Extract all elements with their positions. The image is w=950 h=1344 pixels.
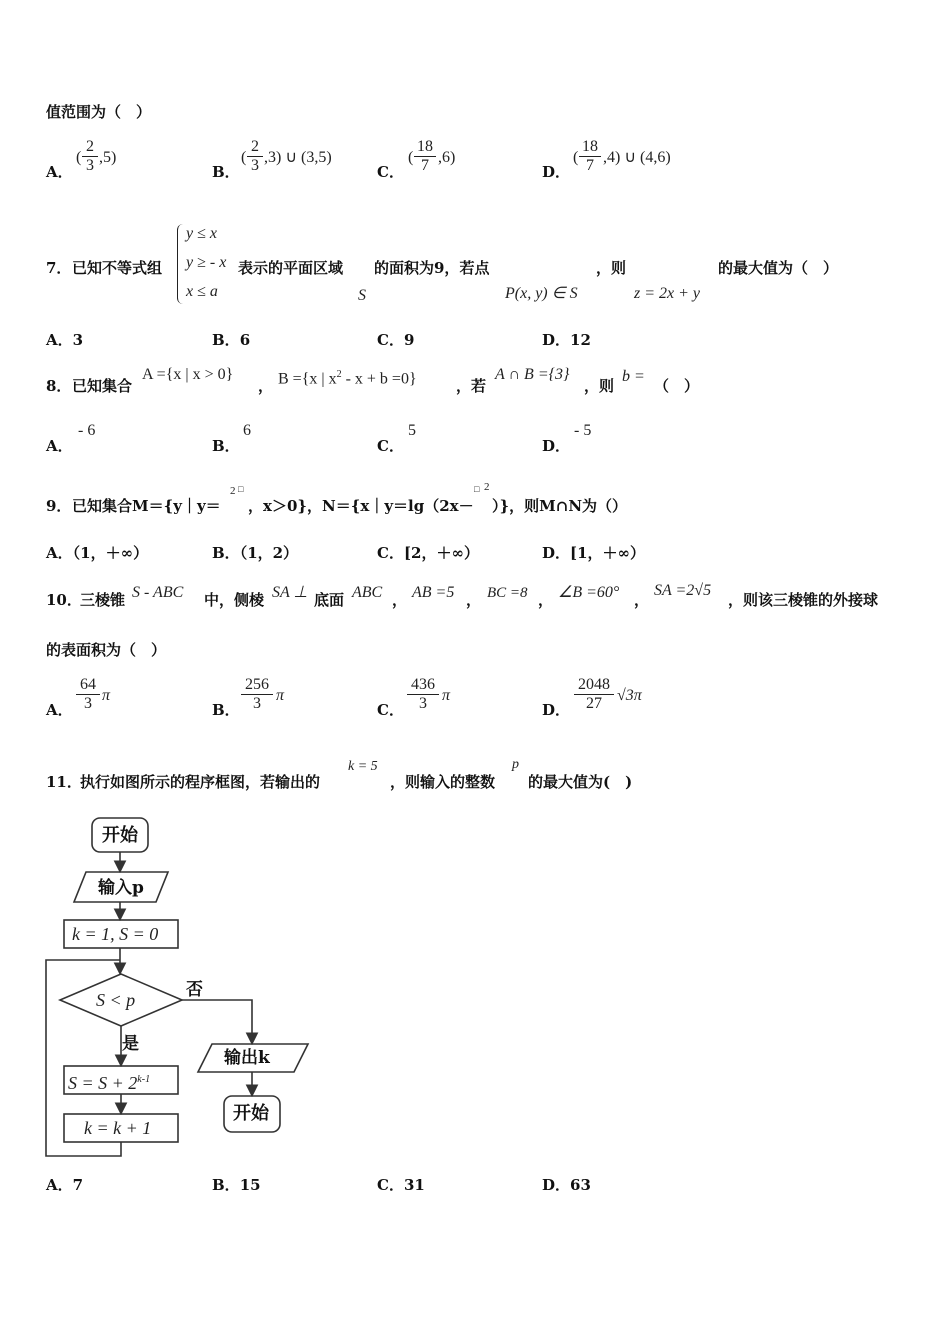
question-text: ）}，则M∩N为（） <box>492 497 628 515</box>
option-paren: ( <box>573 149 579 166</box>
option-paren: ( <box>241 149 247 166</box>
option-d: D．[1，＋∞） <box>542 544 646 562</box>
option-fraction: $\frac{2}{3}$ <box>247 138 263 175</box>
inequality-2: y ≥ - x <box>186 254 227 271</box>
system-brace <box>177 224 184 304</box>
point-expression: P(x, y) ∈ S <box>505 285 578 302</box>
question-number: 8． <box>46 377 72 395</box>
question-text: ，则输入的整数 <box>390 773 496 791</box>
math-expression: BC =8 <box>487 585 528 601</box>
flow-update-s-label: $S = S + 2^{k-1}$ <box>68 1073 151 1093</box>
question-text: ，若 <box>456 377 487 395</box>
flow-init-label: k = 1, S = 0 <box>72 924 159 944</box>
separator: ， <box>634 591 650 609</box>
flow-output-label: 输出k <box>224 1048 270 1068</box>
math-expression: SA ⊥ <box>272 584 308 601</box>
inequality-3: x ≤ a <box>186 283 218 300</box>
question-text: 底面 <box>314 591 345 609</box>
math-expression: ABC <box>352 584 383 601</box>
question-text: ，x＞0}，N＝{x｜y＝lg（2x－ <box>248 497 474 515</box>
option-d-value: - 5 <box>574 422 592 439</box>
objective-expression: z = 2x + y <box>634 285 701 302</box>
option-a-label: A． <box>46 437 73 455</box>
flow-decision-label: S < p <box>96 990 136 1010</box>
placeholder-box: □ <box>238 484 244 494</box>
option-paren: ( <box>408 149 414 166</box>
option-fraction: $\frac{2}{3}$ <box>82 138 98 175</box>
option-tail: ,3) ∪ (3,5) <box>264 149 332 166</box>
separator: ， <box>258 377 274 395</box>
math-expression: S - ABC <box>132 584 184 601</box>
option-fraction: $\frac{2048}{27}$ <box>574 676 614 713</box>
separator: ， <box>392 591 408 609</box>
question-text: ，则 <box>584 377 615 395</box>
q6-stem-tail: 值范围为（ ） <box>46 103 152 121</box>
option-fraction: $\frac{436}{3}$ <box>407 676 439 713</box>
option-c: C．[2，＋∞） <box>377 544 479 562</box>
option-fraction: $\frac{18}{7}$ <box>579 138 601 175</box>
question-text: 已知集合M＝{y｜y＝ <box>72 497 221 515</box>
option-b-label: B． <box>212 437 240 455</box>
option-d-label: D． <box>542 437 571 455</box>
option-c-label: C． <box>377 437 404 455</box>
p-symbol: p <box>512 757 519 772</box>
option-d-label: D． <box>542 701 571 719</box>
option-tail: ,6) <box>438 149 456 166</box>
region-symbol: S <box>358 287 366 304</box>
flow-no-label: 否 <box>186 980 203 1000</box>
question-text: 表示的平面区域 <box>238 259 344 277</box>
option-label: D． <box>542 163 571 181</box>
option-b: B．（1，2） <box>212 544 299 562</box>
question-number: 7． <box>46 259 72 277</box>
question-text: ，则 <box>596 259 627 277</box>
option-tail: π <box>442 687 451 704</box>
option-a-value: - 6 <box>78 422 96 439</box>
option-c: C．9 <box>377 331 415 349</box>
question-text: 的最大值为（ ） <box>718 259 839 277</box>
option-tail: π <box>102 687 111 704</box>
flow-input-label: 输入p <box>98 878 144 898</box>
superscript: 2 <box>484 481 490 493</box>
question-text-line2: 的表面积为（ ） <box>46 641 167 659</box>
option-b-label: B． <box>212 701 240 719</box>
question-text: （ ） <box>654 377 700 395</box>
option-a: A．7 <box>46 1176 84 1194</box>
question-text: 三棱锥 <box>80 591 126 609</box>
intersection-condition: A ∩ B ={3} <box>495 366 570 383</box>
option-b-value: 6 <box>243 422 251 439</box>
set-b: B ={x | $x^2 - x + b =0$} <box>278 369 417 388</box>
question-text: 的最大值为( ) <box>528 773 633 791</box>
option-b: B．6 <box>212 331 251 349</box>
placeholder-box: □ <box>474 484 480 494</box>
b-symbol: b = <box>622 368 645 385</box>
question-text: ，则该三棱锥的外接球 <box>728 591 879 609</box>
question-number: 11． <box>46 773 82 791</box>
option-tail: ,5) <box>99 149 117 166</box>
option-c-label: C． <box>377 701 404 719</box>
option-tail: π <box>276 687 285 704</box>
flowchart <box>40 810 330 1170</box>
math-expression: ∠B =60° <box>558 584 620 601</box>
option-d: D．12 <box>542 331 591 349</box>
superscript: 2 <box>230 485 236 497</box>
math-expression: SA =2√5 <box>654 582 712 599</box>
question-text: 已知集合 <box>72 377 133 395</box>
separator: ， <box>538 591 554 609</box>
flow-update-k-label: k = k + 1 <box>84 1118 152 1138</box>
option-label: C． <box>377 163 404 181</box>
option-c-value: 5 <box>408 422 416 439</box>
option-tail: √3π <box>617 687 642 704</box>
flow-yes-label: 是 <box>122 1034 139 1054</box>
question-text: 的面积为9，若点 <box>374 259 490 277</box>
question-number: 10． <box>46 591 82 609</box>
inequality-1: y ≤ x <box>186 225 217 242</box>
option-tail: ,4) ∪ (4,6) <box>603 149 671 166</box>
question-text: 中，侧棱 <box>204 591 265 609</box>
option-d: D．63 <box>542 1176 591 1194</box>
question-text: 已知不等式组 <box>72 259 163 277</box>
math-expression: AB =5 <box>412 584 455 601</box>
separator: ， <box>466 591 482 609</box>
flow-end-label: 开始 <box>233 1103 269 1124</box>
k-value: k = 5 <box>348 759 378 774</box>
flow-start-label: 开始 <box>102 825 138 846</box>
option-a-label: A． <box>46 701 73 719</box>
set-a: A ={x | x > 0} <box>142 366 234 383</box>
option-fraction: $\frac{18}{7}$ <box>414 138 436 175</box>
question-number: 9． <box>46 497 72 515</box>
option-a: A．（1，＋∞） <box>46 544 149 562</box>
option-fraction: $\frac{64}{3}$ <box>76 676 100 713</box>
option-fraction: $\frac{256}{3}$ <box>241 676 273 713</box>
option-b: B．15 <box>212 1176 261 1194</box>
option-paren: ( <box>76 149 82 166</box>
option-a: A．3 <box>46 331 84 349</box>
option-label: A． <box>46 163 73 181</box>
question-text: 执行如图所示的程序框图，若输出的 <box>80 773 321 791</box>
option-label: B． <box>212 163 240 181</box>
option-c: C．31 <box>377 1176 425 1194</box>
